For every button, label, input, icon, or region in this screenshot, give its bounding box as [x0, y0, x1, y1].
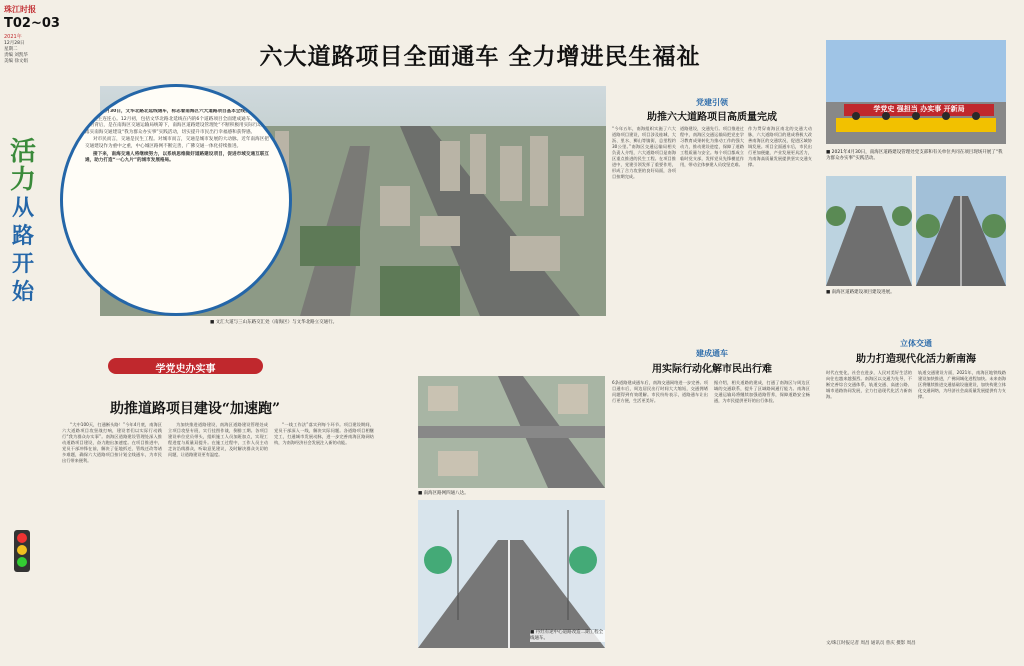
section1-col2: 道路建设，交通先行。项目推进过程中，南海区交通运输局把党史学习教育成果转化为推动工作的强大动力，推动建设进度，保障了道路工程质量与安全。每个项目都成立临时党支部，发挥党员先锋模范作用，带动全体参建人员攻坚克难。	[680, 126, 744, 167]
section2-col2: 据介绍，相关道路的建成，打通了南海区与周边区域的交通联系，提升了区域路网通行能力。南海区交通运输局将继续加强道路管养，保障道路安全畅通，为市民提供更好的出行体验。	[714, 380, 810, 403]
intro-circle	[60, 84, 292, 316]
intro-lead: 今年6月30日，文华北路北延线通车，标志着南海区六大道路项目基本全线贯通。	[93, 109, 259, 114]
slogan-char: 力	[9, 165, 36, 195]
side-slogan	[8, 138, 38, 306]
editor: 责编 刘凯华	[4, 53, 28, 58]
date: 12月28日	[4, 41, 25, 46]
road-photo-right-2	[916, 176, 1006, 286]
road-photo	[418, 500, 605, 648]
study-banner-text: 学党史办实事	[155, 364, 216, 375]
section3-col2: 轨道交通建设方面，2021年，南海区地铁线路建设加快推进，广佛同城化进程加快。未来南海区将继续推进交通基础设施建设，加快构建立体化交通网络，为经济社会高质量发展提供有力支撑。	[918, 370, 1006, 399]
road-image-b	[916, 176, 1006, 286]
aerial2-caption: ■ 南海区路网四通八达。	[418, 491, 469, 496]
main-photo-caption: ■ 文汇大道与三山东路交汇处（南海区）与文华北路立交通行。	[210, 320, 338, 325]
page-code: T02~03	[4, 16, 60, 31]
section1-kicker: 党建引领	[696, 98, 728, 107]
credits: 文/珠江时报记者 周昌 通讯员 曾庆 摄影 周昌	[826, 641, 916, 646]
section1-col1: “今年五年，南海组织实施了六大道路项目建设，项目涉及桂城、大沥、里水、狮山等镇街，总里程约30公里。”南海区交通运输局相关负责人介绍，六大道路项目是南海区重点推进的民生工程。在项目推进中，党建引领发挥了重要作用，形成了合力攻坚的良好局面，各项目按期完成。	[612, 126, 676, 179]
slogan-char: 从	[11, 195, 34, 221]
ceremony-image	[826, 40, 1006, 144]
paper-name: 珠江时报	[4, 4, 36, 14]
road-street-image	[418, 500, 605, 648]
left-article-col1: “大中100天，打通断头路！”今年4月底，南海区六大道路项目攻坚战打响，建设者们以实际行动践行“我为群众办实事”。南海区道路建设管理处深入推动道路项目建设，奋力跑出加速度。在项目推进中，党员干部冲锋在前，解决了征地拆迁、管线迁改等诸多难题，确保六大道路项目按计划全线通车，为市民出行带来便利。	[62, 422, 162, 463]
aerial-photo-2	[418, 376, 605, 488]
road-photo-right-1	[826, 176, 912, 286]
intro-paragraph: 民生连连心。12月初，包括文华北路北延线在内的6个道路项目全面建成通车。道路通车的背后，是在南海区交通运输局统筹下，南海区道路建设管理处“不断积极用实际行动”，落实南海交通建设“我为群众办实事”实践活动，切实提升市民出行幸福感和获得感。	[85, 116, 269, 135]
study-banner	[90, 358, 280, 374]
intro-paragraph: 对市民而言，交通是民生工程。对城市而言，交通是城市发展的大动脉。近年南海区把交通建设作为重中之重，中心城区路网不断完善，广佛交通一体化持续推进。	[85, 137, 269, 149]
ceremony-banner-text: 学党史 强担当 办实事 开新局	[873, 105, 965, 113]
section2-col1: 6条道路建成通车后，南海交通网络进一步完善。项目通车后，周边居民出行时间大大缩短，交通拥堵问题得到有效缓解。市民纷纷表示，道路通车让出行更方便，生活更美好。	[612, 380, 708, 403]
right-road-caption: ■ 南海区道路建设项目建设进展。	[826, 290, 895, 295]
intro-paragraph: 接下来，南海交通人将继续努力，以系统思维做好道路建设项目，促进市域交通互联互通，助力打造“一心九片”的城市发展格局。	[85, 151, 269, 164]
section2-title: 用实际行动化解市民出行难	[652, 364, 772, 375]
left-article-title: 助推道路项目建设“加速跑”	[109, 401, 281, 417]
section3-kicker: 立体交通	[900, 339, 932, 348]
slogan-char: 开	[11, 251, 34, 277]
slogan-char: 路	[11, 223, 34, 249]
road-image-a	[826, 176, 912, 286]
section3-col1: 时代在变化，社会在进步，人民对美好生活的向往也越来越强烈。南海区以交通为先导，不断完善综合交通体系，轨道交通、高速公路、城市道路协同发展，全力打造现代化活力新南海。	[826, 370, 912, 399]
section1-col3: 作为贯穿南海区南北的交通大动脉，六大道路项目的建成将极大改善南海区的交通状况，促进区域协调发展。项目全面通车后，市民出行更加便捷，产业发展更具活力，为南海高质量发展提供坚实交通支撑。	[748, 126, 812, 167]
masthead	[4, 4, 60, 74]
left-article-col2: 为加快推进道路建设，南海区道路建设管理处成立项目攻坚专班，实行挂图作战，倒排工期。各项目建设单位党员带头，组织施工人员加班加点，实现工程进度与质量双提升。在施工过程中，工作人员主动走访沿线群众，听取意见建议，及时解决群众关切的问题，让道路建设更有温度。	[168, 422, 268, 457]
weekday: 星期二	[4, 47, 18, 52]
page-headline: 六大道路项目全面通车 全力增进民生福祉	[259, 43, 701, 70]
section3-title: 助力打造现代化活力新南海	[856, 354, 976, 365]
section1-title: 助推六大道路项目高质量完成	[647, 112, 777, 123]
year: 2021年	[4, 34, 22, 40]
ceremony-caption: ■ 2021年4月30日，南海区道路建设管理处党支部和有关单位共同在项目现场开展了“我为群众办实事”实践活动。	[826, 150, 1003, 161]
road2-caption: ■ 丹灶有途中心道路改造二期工程全线通车。	[530, 630, 604, 641]
designer: 美编 徐文娟	[4, 59, 28, 64]
traffic-light-icon	[14, 530, 30, 572]
road-aerial-image	[418, 376, 605, 488]
section2-kicker: 建成通车	[696, 349, 728, 358]
ceremony-photo	[826, 40, 1006, 144]
left-article-col3: “一线工作法”落实到每个环节。项目建设期间，党员干部深入一线，解决实际问题。各道路项目相继完工，打通城市发展动脉，进一步完善南海区路网结构，为南海经济社会发展注入新的动能。	[274, 422, 374, 445]
slogan-char: 活	[9, 137, 36, 167]
slogan-char: 始	[11, 279, 34, 305]
